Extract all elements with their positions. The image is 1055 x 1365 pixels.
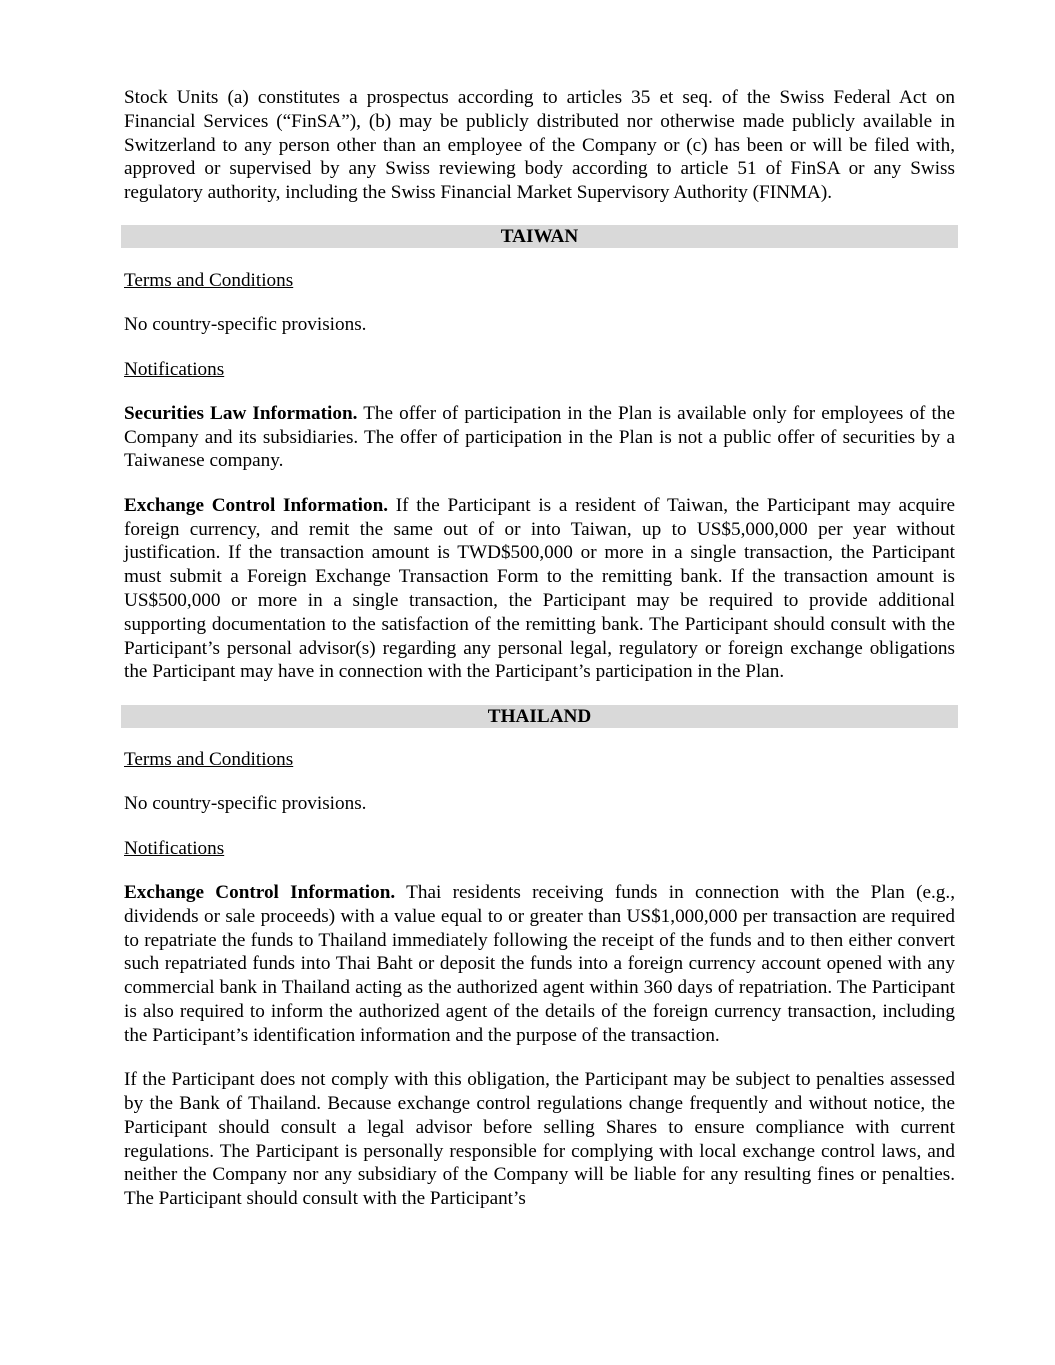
thailand-exchange-text: Thai residents receiving funds in connection with the Plan (e.g., dividends or sale proceeds) with a value equal to or greater than US$1,000,000 per transaction are required to repatriate the funds to Thailand immediately following the receipt of the funds and to then either convert such repatriated funds into Thai Baht or deposit the funds into a foreign currency account opened with any commercial bank in Thailand acting as the authorized agent within 360 days of repatriation. The Participant is also required to inform the authorized agent of the details of the foreign currency transaction, including the Participant’s identification information and the purpose of the transaction. [124, 882, 955, 1046]
taiwan-notifications-heading [124, 358, 955, 382]
thailand-exchange-label: Exchange Control Information. [124, 882, 396, 904]
taiwan-terms-heading-text: Terms and Conditions [124, 269, 294, 291]
thailand-terms-heading [124, 748, 955, 772]
taiwan-terms-text: No country-specific provisions. [124, 314, 367, 336]
taiwan-exchange-text: If the Participant is a resident of Taiwan, the Participant may acquire foreign currency, and remit the same out of or into Taiwan, up to US$5,000,000 per year without justification. If the transaction amount is TWD$500,000 or more in a single transaction, the Participant must submit a Foreign Exchange Transaction Form to the remitting bank. If the transaction amount is US$500,000 or more in a single transaction, the Participant may be required to provide additional supporting documentation to the satisfaction of the remitting bank. The Participant should consult with the Participant’s personal advisor(s) regarding any personal legal, regulatory or foreign exchange obligations the Participant may have in connection with the Participant’s participation in the Plan. [124, 494, 956, 683]
taiwan-securities-text: The offer of participation in the Plan is available only for employees of the Company and its subsidiaries. The offer of participation in the Plan is not a public offer of securities by a Taiwanese company. [124, 402, 955, 472]
document-body [124, 86, 955, 1231]
taiwan-terms-heading [124, 269, 955, 293]
taiwan-securities-paragraph [124, 402, 955, 473]
thailand-notifications-heading [124, 837, 955, 861]
section-heading-thailand: THAILAND [121, 705, 958, 728]
thailand-notifications-heading-text: Notifications [124, 837, 225, 859]
intro-paragraph: Stock Units (a) constitutes a prospectus according to articles 35 et seq. of the Swiss Federal Act on Financial Services (“FinSA”), (b) may be publicly distributed nor otherwise made publicly available in Switzerland to any person other than an employee of the Company or (c) has been or will be filed with, approved or supervised by any Swiss reviewing body according to article 51 of FinSA or any Swiss regulatory authority, including the Swiss Financial Market Supervisory Authority (FINMA). [124, 87, 955, 204]
taiwan-securities-label: Securities Law Information. [124, 402, 358, 424]
thailand-compliance-paragraph: If the Participant does not comply with this obligation, the Participant may be subject to penalties assessed by the Bank of Thailand. Because exchange control regulations change frequently and without notice, the Participant should consult a legal advisor before selling Shares to ensure compliance with current regulations. The Participant is personally responsible for complying with local exchange control laws, and neither the Company nor any subsidiary of the Company will be liable for any resulting fines or penalties. The Participant should consult with the Participant’s [124, 1069, 955, 1210]
taiwan-exchange-label: Exchange Control Information. [124, 494, 389, 516]
thailand-exchange-paragraph [124, 881, 955, 1048]
taiwan-notifications-heading-text: Notifications [124, 358, 225, 380]
section-heading-taiwan: TAIWAN [121, 225, 958, 248]
thailand-terms-heading-text: Terms and Conditions [124, 749, 294, 771]
taiwan-exchange-paragraph [124, 494, 955, 684]
thailand-terms-text: No country-specific provisions. [124, 793, 367, 815]
